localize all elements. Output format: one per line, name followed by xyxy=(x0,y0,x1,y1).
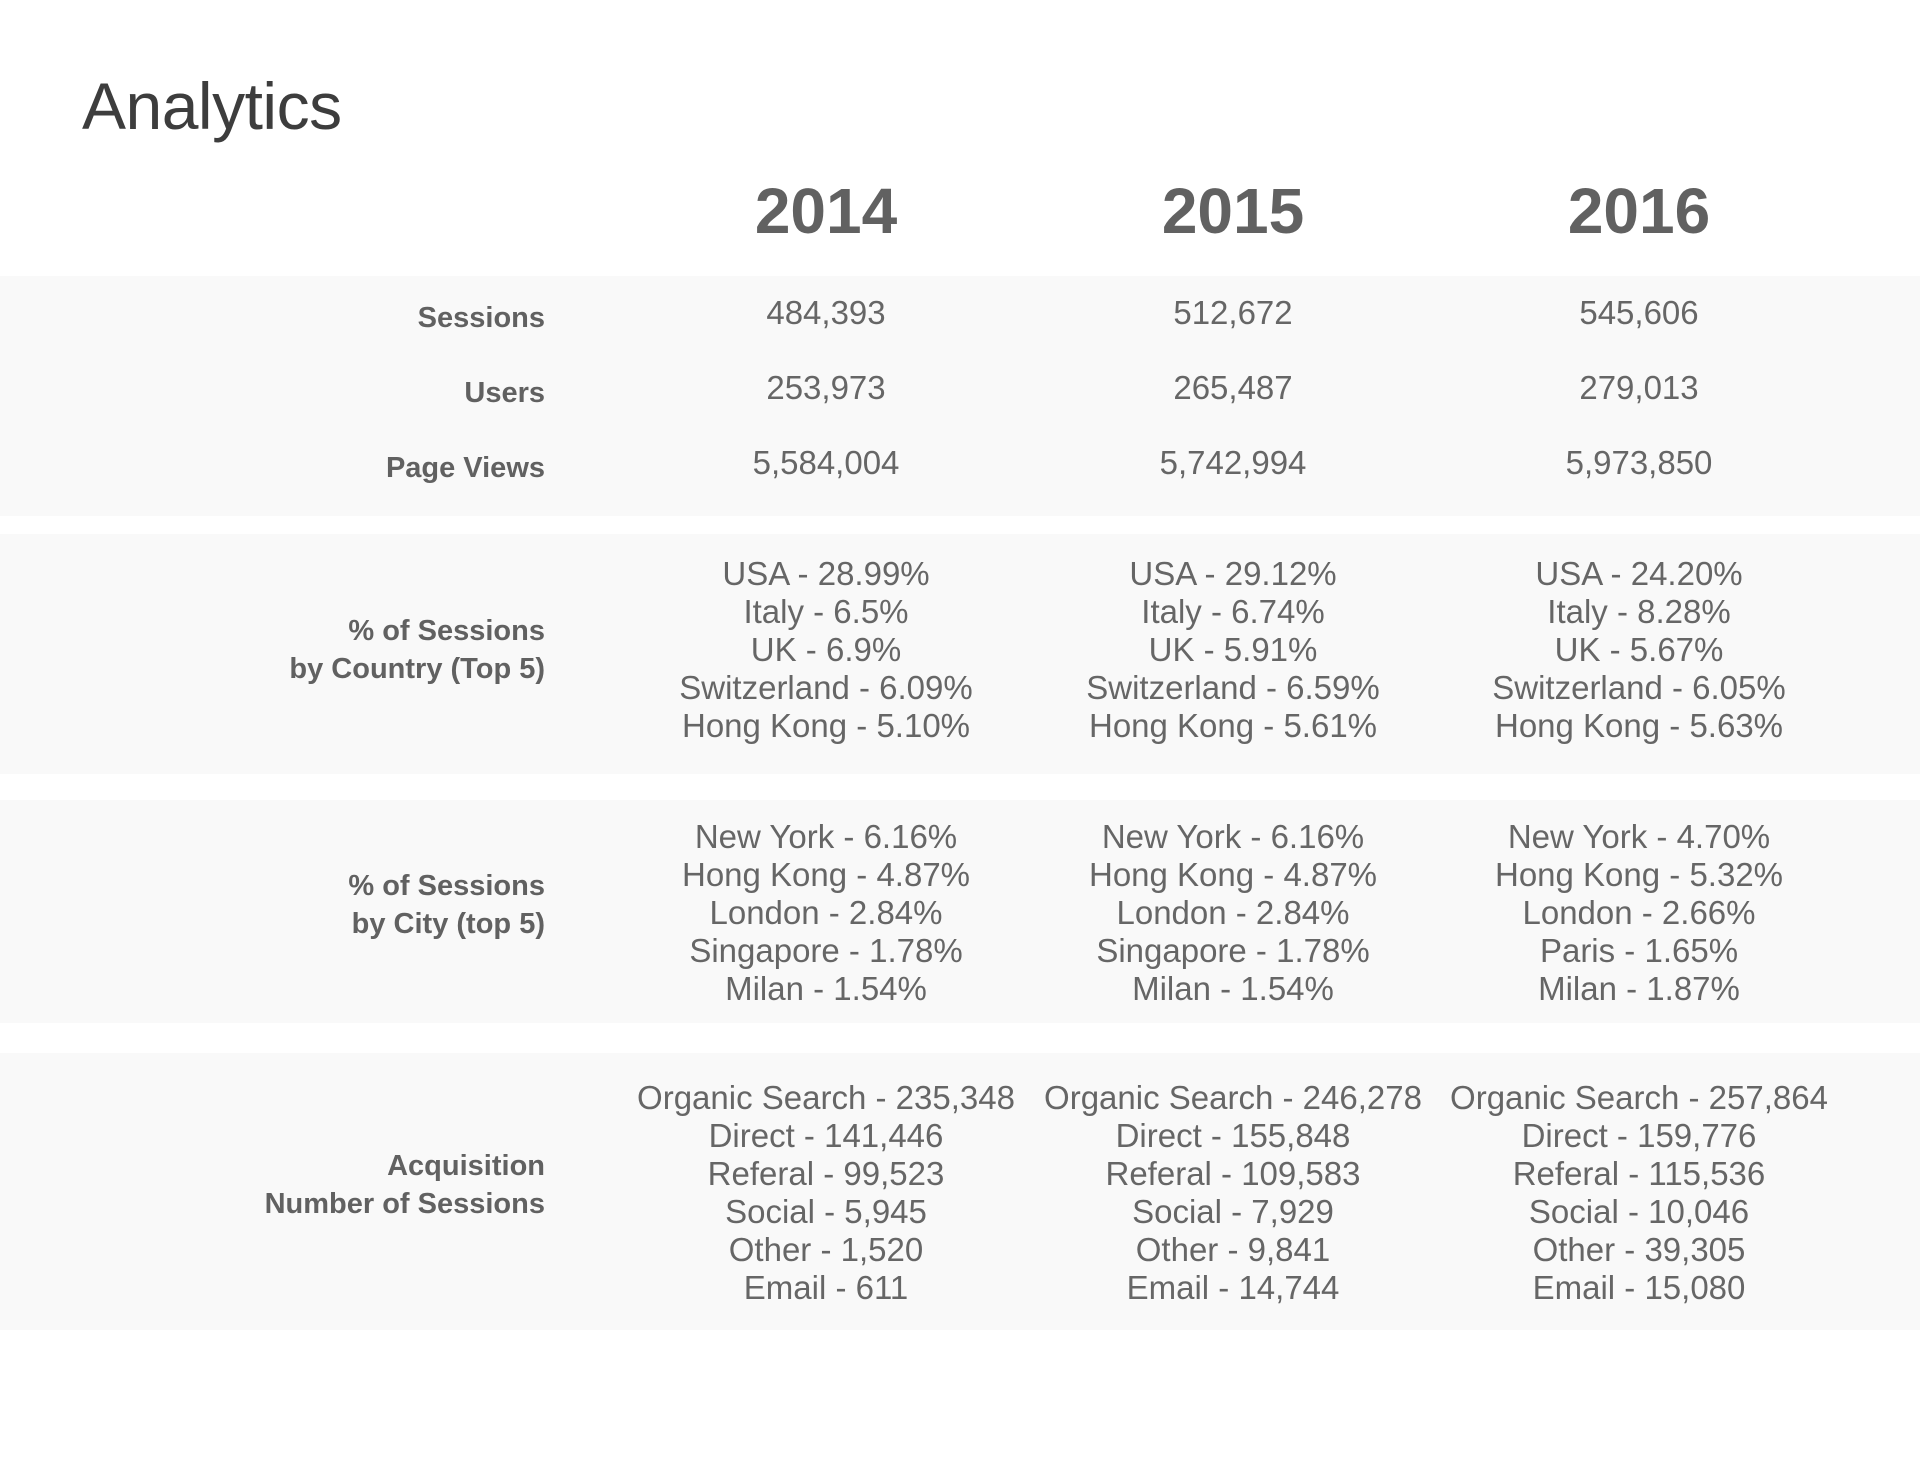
city-item: Singapore - 1.78% xyxy=(689,932,963,969)
page-views-2016: 5,973,850 xyxy=(1565,444,1713,481)
country-item: Italy - 6.74% xyxy=(1141,593,1325,630)
city-item: Paris - 1.65% xyxy=(1539,932,1739,969)
city-item: New York - 4.70% xyxy=(1507,818,1771,855)
city-item: Singapore - 1.78% xyxy=(1096,932,1370,969)
country-item: Switzerland - 6.09% xyxy=(679,669,973,706)
acquisition-item: Social - 10,046 xyxy=(1528,1193,1750,1230)
acquisition-label-line1: Acquisition xyxy=(387,1150,545,1182)
city-label-line1: % of Sessions xyxy=(348,870,545,902)
users-2015: 265,487 xyxy=(1173,369,1293,406)
country-item: Hong Kong - 5.10% xyxy=(681,707,971,744)
city-label xyxy=(348,867,545,943)
sessions-2014: 484,393 xyxy=(766,294,886,331)
country-item: USA - 29.12% xyxy=(1129,555,1337,592)
city-item: Hong Kong - 4.87% xyxy=(681,856,971,893)
page-title: Analytics xyxy=(82,69,342,143)
city-label-line2: by City (top 5) xyxy=(351,908,545,940)
acquisition-label xyxy=(265,1147,545,1223)
city-item: Milan - 1.54% xyxy=(725,970,927,1007)
year-header-2015: 2015 xyxy=(1161,175,1305,247)
acquisition-item: Other - 1,520 xyxy=(728,1231,924,1268)
country-item: UK - 5.67% xyxy=(1554,631,1724,668)
acquisition-item: Other - 9,841 xyxy=(1135,1231,1331,1268)
city-list-2016 xyxy=(1439,818,1839,1008)
acquisition-list-2014 xyxy=(626,1079,1026,1307)
sessions-label: Sessions xyxy=(417,302,545,334)
city-list-2014 xyxy=(626,818,1026,1008)
country-item: Hong Kong - 5.63% xyxy=(1494,707,1784,744)
country-list-2016 xyxy=(1439,555,1839,745)
acquisition-item: Organic Search - 257,864 xyxy=(1450,1079,1828,1116)
acquisition-item: Direct - 141,446 xyxy=(708,1117,944,1154)
city-item: London - 2.84% xyxy=(1116,894,1350,931)
page-views-label: Page Views xyxy=(385,452,545,484)
acquisition-item: Email - 15,080 xyxy=(1532,1269,1746,1306)
acquisition-item: Email - 611 xyxy=(743,1269,909,1306)
acquisition-list-2015 xyxy=(1033,1079,1433,1307)
country-item: UK - 5.91% xyxy=(1148,631,1318,668)
year-header-2016: 2016 xyxy=(1567,175,1711,247)
city-item: London - 2.84% xyxy=(709,894,943,931)
city-item: Hong Kong - 4.87% xyxy=(1088,856,1378,893)
users-label: Users xyxy=(464,377,545,409)
sessions-2016: 545,606 xyxy=(1579,294,1699,331)
city-item: Hong Kong - 5.32% xyxy=(1494,856,1784,893)
acquisition-item: Email - 14,744 xyxy=(1126,1269,1340,1306)
acquisition-item: Referal - 99,523 xyxy=(707,1155,945,1192)
country-label xyxy=(289,612,545,688)
country-item: USA - 28.99% xyxy=(722,555,930,592)
acquisition-item: Organic Search - 235,348 xyxy=(637,1079,1015,1116)
country-label-line2: by Country (Top 5) xyxy=(289,653,545,685)
city-item: New York - 6.16% xyxy=(1101,818,1365,855)
city-item: London - 2.66% xyxy=(1522,894,1756,931)
page-views-2014: 5,584,004 xyxy=(752,444,900,481)
acquisition-item: Direct - 155,848 xyxy=(1115,1117,1351,1154)
country-item: UK - 6.9% xyxy=(750,631,902,668)
users-2016: 279,013 xyxy=(1579,369,1699,406)
acquisition-item: Organic Search - 246,278 xyxy=(1044,1079,1422,1116)
city-item: New York - 6.16% xyxy=(694,818,958,855)
city-item: Milan - 1.87% xyxy=(1538,970,1740,1007)
acquisition-item: Social - 7,929 xyxy=(1132,1193,1334,1230)
acquisition-label-line2: Number of Sessions xyxy=(264,1188,545,1220)
acquisition-item: Social - 5,945 xyxy=(725,1193,927,1230)
users-2014: 253,973 xyxy=(766,369,886,406)
country-list-2014 xyxy=(626,555,1026,745)
country-list-2015 xyxy=(1033,555,1433,745)
acquisition-item: Referal - 115,536 xyxy=(1512,1155,1766,1192)
country-item: Switzerland - 6.05% xyxy=(1492,669,1786,706)
country-item: Italy - 8.28% xyxy=(1547,593,1731,630)
acquisition-item: Direct - 159,776 xyxy=(1521,1117,1757,1154)
page-views-2015: 5,742,994 xyxy=(1159,444,1307,481)
city-list-2015 xyxy=(1033,818,1433,1008)
year-header-2014: 2014 xyxy=(754,175,898,247)
country-item: USA - 24.20% xyxy=(1535,555,1743,592)
acquisition-list-2016 xyxy=(1439,1079,1839,1307)
sessions-2015: 512,672 xyxy=(1173,294,1293,331)
acquisition-item: Referal - 109,583 xyxy=(1105,1155,1361,1192)
country-label-line1: % of Sessions xyxy=(348,615,545,647)
country-item: Switzerland - 6.59% xyxy=(1086,669,1380,706)
country-item: Italy - 6.5% xyxy=(743,593,909,630)
city-item: Milan - 1.54% xyxy=(1132,970,1334,1007)
country-item: Hong Kong - 5.61% xyxy=(1088,707,1378,744)
acquisition-item: Other - 39,305 xyxy=(1532,1231,1746,1268)
